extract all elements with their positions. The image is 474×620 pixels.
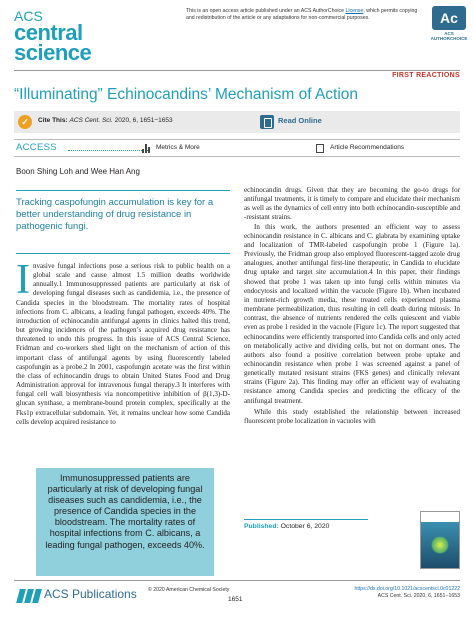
oa-notice-post: , which permits copying and redistribution of the article or any adaptations for non-commercial purposes. xyxy=(186,8,418,21)
read-online-icon[interactable] xyxy=(260,115,274,129)
left-paragraph-text: nvasive fungal infections pose a serious risk to public health on a global scale and cause almost 1.5 million deaths worldwide annually.1 Immunosuppressed patients are particularly at risk of developing fungal diseases such as candidemia, i.e., the presence of Candida species in the bloodstream. The mortality rates of hospital infections from C. albicans, a leading fungal pathogen, exceeds 40%. The introduction of echinocandin antifungal agents in clinics halted this trend, but growing incidences of the pathogen’s acquired drug resistance has threatened to undo this progress. In this issue of ACS Central Science, Fridman and co-workers shed light on the mechanism of action of this important class of antifungal agents by using fluorescently labeled caspofungin as a probe.2 In 2001, caspofungin acetate was the first within the class of echinocandin drugs to obtain United States Food and Drug Administration approval for intravenous fungal therapy.3 It interferes with fungal cell wall biosynthesis via noncompetitive inhibition of β(1,3)-D-glucan synthase, a membrane-bound protein complex, specifically at the Fks1p extracellular subdomain. Yet, it remains unclear how some Candida cells develop acquired resistance to xyxy=(16,262,230,426)
published-date xyxy=(244,523,329,530)
publisher-name: ACS Publications xyxy=(44,587,137,601)
published-divider xyxy=(244,519,368,520)
logo-line-central: central xyxy=(14,20,83,45)
read-online-link[interactable]: Read Online xyxy=(278,116,322,125)
body-paragraph-left xyxy=(16,262,230,458)
metrics-link[interactable]: Metrics & More xyxy=(156,144,200,151)
published-date-value: October 6, 2020 xyxy=(280,523,330,530)
doi-link[interactable]: https://dx.doi.org/10.1021/acscentsci.0c01222 xyxy=(354,586,460,592)
authorchoice-caption: ACS AUTHORCHOICE xyxy=(430,31,468,41)
right-column xyxy=(244,186,460,548)
right-paragraph-2: In this work, the authors presented an efficient way to assess echinocandin resistance in C. albicans and C. glabrata by examining uptake and localization of TMR-labeled caspofungin probe 1 (Figure 1a). Previously, the Fridman group also employed fluorescent-tagged azole drug analogues, another antifungal first-line therapeutic, in Candida to elucidate drug uptake and target site accumulation.4 In this paper, their findings showed that probe 1 was taken up into fungi cells within minutes via endocytosis and localized within the vacuole (Figure 1b). When incubated in nutrient-rich growth media, these treated cells experienced plasma membrane permeabilization, thus resulting in cell death during mitosis. In contrast, the absence of nutrients rendered the cells quiescent and viable even as probe 1 resided in the vacuole (Figure 1c). The report suggested that echinocandins were efficiently transported into Candida cells and only acted on metabolically active and dividing cells, but not on dormant ones. The authors also found a positive correlation between probe uptake and echinocandin resistance when probe 1 was screened against a panel of genetically mutated resistant strains (FKS genes) and clinically relevant strains (Figure 2a). This finding may offer an efficient way of evaluating resistance among Candida species and predicting the efficacy of the antifungal treatment. xyxy=(244,222,460,405)
citation-bar xyxy=(14,111,460,133)
logo-line-acs: ACS xyxy=(14,8,43,24)
right-paragraph-1: echinocandin drugs. Given that they are becoming the go-to drugs for antifungal treatments, it is timely to compare and elucidate their mechanism as well as the dynamics of cell entry into both echinocandin-susceptible and -resistant strains. xyxy=(244,186,460,222)
copyright-notice: © 2020 American Chemical Society xyxy=(148,587,230,593)
doi-block xyxy=(350,586,460,600)
journal-logo[interactable] xyxy=(14,10,94,63)
document-icon[interactable] xyxy=(316,144,324,153)
footer-citation: ACS Cent. Sci. 2020, 6, 1651−1653 xyxy=(377,593,460,599)
pull-quote: Immunosuppressed patients are particularly at risk of developing fungal diseases such as candidemia, i.e., the presence of Candida species in the bloodstream. The mortality rates of hospital infections from C. albicans, a leading fungal pathogen, exceeds 40%. xyxy=(36,468,214,576)
open-access-notice xyxy=(186,8,426,22)
footer-divider xyxy=(14,580,460,581)
citation-text[interactable] xyxy=(38,117,173,124)
cite-label: Cite This: xyxy=(38,117,68,124)
cite-details: 2020, 6, 1651−1653 xyxy=(112,117,173,124)
logo-line-science: science xyxy=(14,40,92,65)
authorchoice-badge-icon: Ac xyxy=(432,6,466,30)
acs-publications-logo-icon xyxy=(16,587,40,605)
article-title: “Illuminating” Echinocandins’ Mechanism of Action xyxy=(14,86,359,103)
license-link[interactable]: License xyxy=(345,8,364,14)
cite-icon[interactable]: ✓ xyxy=(18,115,32,129)
header-divider xyxy=(14,70,460,71)
access-label: ACCESS xyxy=(16,142,57,153)
drop-cap: I xyxy=(16,262,30,303)
recommendations-link[interactable]: Article Recommendations xyxy=(330,144,405,151)
cite-journal: ACS Cent. Sci. xyxy=(69,117,113,124)
left-column xyxy=(16,190,230,458)
journal-cover-thumbnail[interactable] xyxy=(420,511,460,569)
lead-summary: Tracking caspofungin accumulation is key for a better understanding of drug resistance in pathogenic fungi. xyxy=(16,190,230,254)
page-number: 1651 xyxy=(228,596,243,603)
bar-chart-icon[interactable] xyxy=(142,144,151,153)
author-list: Boon Shing Loh and Wee Han Ang xyxy=(16,167,140,176)
oa-notice-pre: This is an open access article published under an ACS AuthorChoice xyxy=(186,8,346,14)
section-label: FIRST REACTIONS xyxy=(392,72,460,79)
access-dots-divider xyxy=(68,143,148,151)
access-bar xyxy=(14,139,460,157)
right-paragraph-3: While this study established the relationship between increased fluorescent probe localization in vacuoles with xyxy=(244,407,460,425)
cover-image-glow xyxy=(431,536,449,554)
body-paragraphs-right xyxy=(244,186,460,548)
published-label: Published: xyxy=(244,523,279,530)
